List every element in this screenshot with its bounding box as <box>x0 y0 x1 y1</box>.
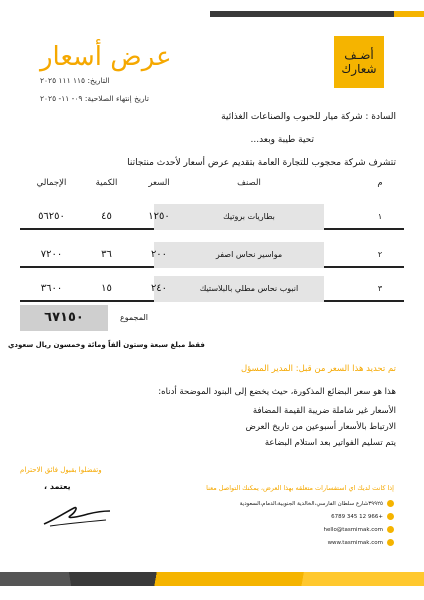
cell-total: ٧٢٠٠ <box>40 249 63 260</box>
signature-icon <box>40 498 114 532</box>
greeting: تحية طيبة وبعد... <box>250 135 314 145</box>
term-item: يتم تسليم الفواتير بعد استلام البضاعة <box>264 438 396 448</box>
top-accent-bar <box>394 11 424 17</box>
table-row <box>20 242 404 268</box>
recipient: السادة : شركة ميار للحبوب والصناعات الغذائية <box>221 112 396 122</box>
cell-qty: ٤٥ <box>101 211 112 222</box>
logo-line-2: شعارك <box>341 62 377 76</box>
header-total: الإجمالي <box>36 178 67 188</box>
logo-placeholder <box>334 36 384 88</box>
sum-value: ٦٧١٥٠ <box>20 305 108 331</box>
cell-qty: ٣٦ <box>101 249 112 260</box>
cell-price: ٢٠٠ <box>150 249 168 260</box>
sum-label: المجموع <box>120 313 148 322</box>
contact-text: www.tasmimak.com <box>327 539 383 546</box>
contact-email[interactable] <box>324 526 394 533</box>
cell-item: بطاريات بروتيك <box>223 212 275 221</box>
header-qty: الكمية <box>95 178 118 188</box>
contact-text: +966 12 345 6789 <box>331 513 383 520</box>
table-header <box>20 178 404 194</box>
cell-price: ٢٤٠ <box>150 283 168 294</box>
header-price: السعر <box>148 178 170 188</box>
term-item: الأسعار غير شاملة ضريبة القيمة المضافة <box>252 406 396 416</box>
cell-total: ٥٦٢٥٠ <box>38 211 65 222</box>
expiry-date: تاريخ إنتهاء الصلاحية: ٠٩- ١١- ٢٠٢٥ <box>40 94 150 103</box>
table-row <box>20 204 404 230</box>
price-approver: تم تحديد هذا السعر من قبل: المدير المسؤل <box>240 364 396 374</box>
cell-item: مواسير نحاس اصفر <box>215 250 283 259</box>
header-item: الصنف <box>237 178 261 188</box>
header-no: م <box>377 178 383 188</box>
contact-website[interactable] <box>328 539 394 546</box>
document-title: عرض أسعار <box>40 42 172 72</box>
approved-label: يعتمد ، <box>44 482 71 491</box>
email-icon <box>387 526 394 533</box>
closing-thanks: وتفضلوا بقبول فائق الاحترام <box>20 466 102 474</box>
cell-no: ٣ <box>377 284 383 293</box>
phone-icon <box>387 513 394 520</box>
contact-text: hello@tasmimak.com <box>323 526 383 533</box>
location-icon <box>387 500 394 507</box>
term-item: الارتباط بالأسعار أسبوعين من تاريخ العرض <box>245 422 396 432</box>
cell-no: ١ <box>377 212 383 221</box>
contact-text: ٣٩٩٢٥شارع سلطان الفارسي،الخالدية الجنوبية،الدمام،السعودية <box>239 500 383 507</box>
cell-qty: ١٥ <box>101 283 112 294</box>
footer-accent-band <box>120 572 424 586</box>
contact-note: إذا كانت لديك اي استفسارات متعلقه بهذا العرض، يمكنك التواصل معنا <box>206 484 394 492</box>
intro-text: تتشرف شركة محجوب للتجارة العامة بتقديم عرض أسعار لأحدث منتجاتنا <box>127 158 396 168</box>
footer-grey-band <box>0 572 140 586</box>
contact-address <box>240 500 394 507</box>
sum-in-words: فقط مبلغ سبعة وستون ألفاً ومائة وخمسون ريال سعودي <box>8 341 205 349</box>
top-dark-bar <box>210 11 394 17</box>
table-row <box>20 276 404 302</box>
issue-date: التاريخ: ١١٥ ١١١ ٢٠٢٥ <box>40 76 110 85</box>
cell-no: ٢ <box>377 250 383 259</box>
logo-line-1: أضـف <box>344 48 374 62</box>
goods-note: هذا هو سعر البضائع المذكورة، حيث يخضع إلى البنود الموضحة أدناه: <box>158 387 396 397</box>
globe-icon <box>387 539 394 546</box>
contact-phone <box>331 513 394 520</box>
cell-total: ٣٦٠٠ <box>40 283 63 294</box>
cell-price: ١٢٥٠ <box>148 211 170 222</box>
cell-item: انبوب نحاس مطلي بالبلاستيك <box>199 284 299 293</box>
